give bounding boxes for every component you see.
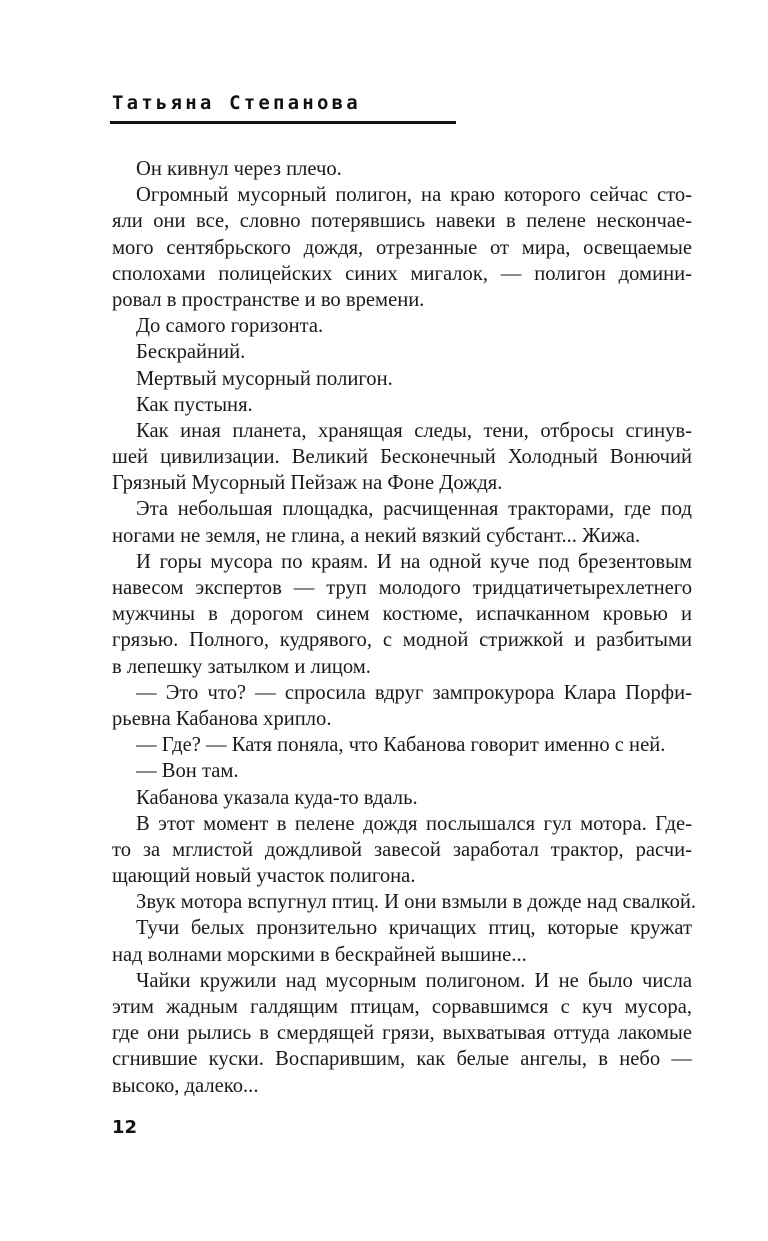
body-text [112, 156, 697, 1099]
text-line: Он кивнул через плечо. [136, 158, 342, 180]
text-line: в лепешку затылком и лицом. [112, 655, 371, 678]
text-line: то за мглистой дождливой завесой заработал трактор, расчи- [112, 838, 692, 861]
text-line: Грязный Мусорный Пейзаж на Фоне Дождя. [112, 472, 503, 495]
text-line: Как пустыня. [136, 393, 253, 416]
text-line: сполохами полицейских синих мигалок, — полигон домини- [112, 262, 692, 285]
text-line: мого сентябрьского дождя, отрезанные от мира, освещаемые [112, 236, 692, 259]
text-line: ногами не земля, не глина, а некий вязкий субстант... Жижа. [112, 524, 641, 547]
text-line: До самого горизонта. [136, 315, 324, 338]
text-line: яли они все, словно потерявшись навеки в пелене нескончае- [112, 210, 692, 233]
text-line: сгнившие куски. Воспарившим, как белые ангелы, в небо — [112, 1048, 692, 1071]
text-line: И горы мусора по краям. И на одной куче под брезентовым [136, 550, 692, 573]
running-header-author: Татьяна Степанова [112, 92, 361, 114]
text-line: В этот момент в пелене дождя послышался гул мотора. Где- [136, 812, 692, 835]
text-line: Огромный мусорный полигон, на краю которого сейчас сто- [136, 184, 692, 207]
text-line: навесом экспертов — труп молодого тридцатичетырехлетнего [112, 577, 692, 599]
text-line: — Где? — Катя поняла, что Кабанова говорит именно с ней. [136, 734, 666, 757]
text-line: рьевна Кабанова хрипло. [112, 707, 332, 730]
page-number: 12 [112, 1117, 138, 1138]
text-line: мужчины в дорогом синем костюме, испачканном кровью и [112, 603, 692, 626]
text-line: Звук мотора вспугнул птиц. И они взмыли в дожде над свалкой. [136, 891, 697, 914]
text-line: Бескрайний. [136, 341, 246, 364]
text-line: Мертвый мусорный полигон. [136, 367, 393, 390]
header-rule [110, 121, 456, 124]
text-line: где они рылись в смердящей грязи, выхватывая оттуда лакомые [112, 1022, 692, 1045]
text-line: Тучи белых пронзительно кричащих птиц, которые кружат [136, 917, 692, 940]
text-line: щающий новый участок полигона. [112, 865, 416, 888]
text-line: грязью. Полного, кудрявого, с модной стрижкой и разбитыми [112, 629, 692, 652]
text-line: Кабанова указала куда-то вдаль. [136, 786, 418, 809]
text-line: — Вон там. [136, 760, 239, 783]
text-line: — Это что? — спросила вдруг зампрокурора Клара Порфи- [136, 681, 692, 704]
text-line: над волнами морскими в бескрайней вышине... [112, 943, 527, 966]
text-line: этим жадным галдящим птицам, сорвавшимся с куч мусора, [112, 996, 692, 1018]
text-line: Как иная планета, хранящая следы, тени, отбросы сгинув- [136, 419, 692, 442]
text-line: высоко, далеко... [112, 1074, 259, 1097]
text-line: Чайки кружили над мусорным полигоном. И не было числа [136, 969, 692, 992]
text-line: шей цивилизации. Великий Бесконечный Холодный Вонючий [112, 446, 692, 469]
text-line: Эта небольшая площадка, расчищенная тракторами, где под [136, 498, 692, 521]
text-line: ровал в пространстве и во времени. [112, 288, 425, 311]
